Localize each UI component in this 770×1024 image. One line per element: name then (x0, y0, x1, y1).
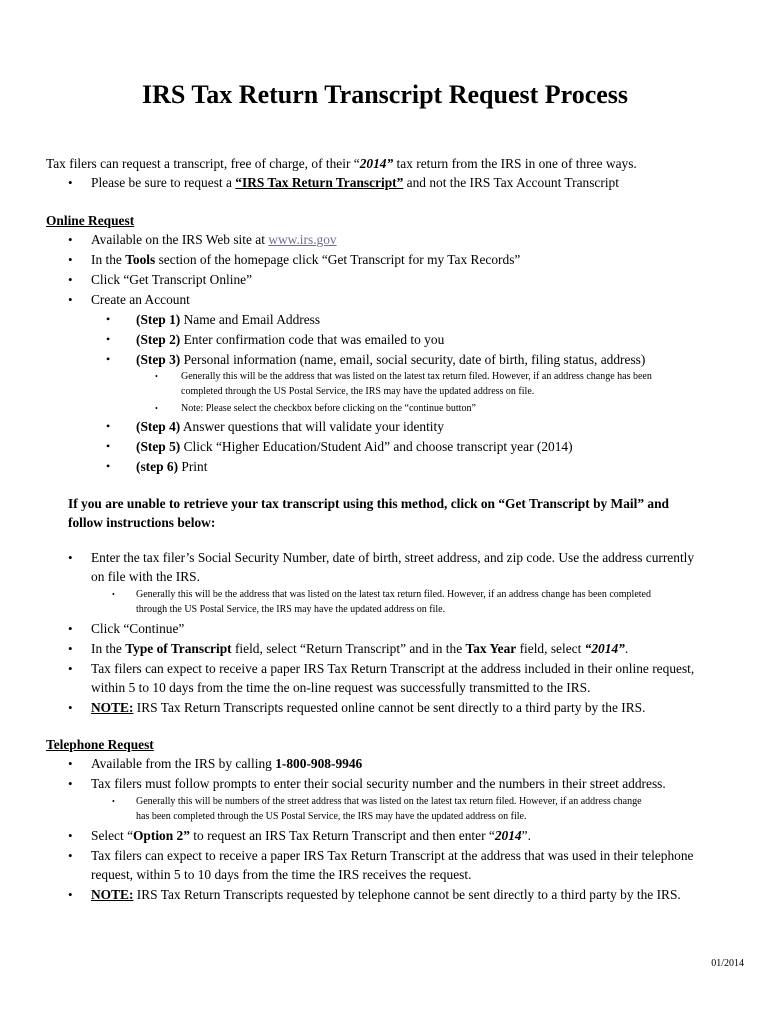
irs-link[interactable]: www.irs.gov (268, 232, 337, 247)
bullet-icon: • (68, 272, 73, 287)
phone-note-line-1: Generally this will be numbers of the street address that was listed on the latest tax return filed. However, if an address change (136, 796, 642, 807)
phone-item-3: Select “Option 2” to request an IRS Tax Return Transcript and then enter “2014”. (91, 828, 531, 843)
bullet-icon: • (155, 372, 158, 381)
phone-item-5: NOTE: IRS Tax Return Transcripts requested by telephone cannot be sent directly to a third party by the IRS. (91, 887, 681, 902)
bullet-icon: • (106, 459, 111, 473)
step-1: (Step 1) Name and Email Address (136, 312, 321, 327)
bullet-icon: • (68, 828, 73, 843)
online-item-3: Click “Get Transcript Online” (91, 272, 253, 287)
bullet-icon: • (68, 848, 73, 863)
bullet-icon: • (106, 352, 111, 366)
bullet-icon: • (68, 175, 73, 190)
bullet-icon: • (68, 621, 73, 636)
mail-item-5: NOTE: IRS Tax Return Transcripts requested online cannot be sent directly to a third party by the IRS. (91, 700, 646, 715)
bullet-icon: • (106, 419, 111, 433)
mail-item-4-line-1: Tax filers can expect to receive a paper IRS Tax Return Transcript at the address included in their online request, (91, 661, 695, 676)
step-4: (Step 4) Answer questions that will validate your identity (136, 419, 444, 434)
bullet-icon: • (68, 550, 73, 565)
bullet-icon: • (68, 641, 73, 656)
bullet-icon: • (106, 439, 111, 453)
bullet-icon: • (112, 590, 115, 599)
online-item-1: Available on the IRS Web site at www.irs.gov (91, 232, 337, 247)
phone-item-4-line-1: Tax filers can expect to receive a paper IRS Tax Return Transcript at the address that was used in their telephone (91, 848, 694, 863)
bullet-icon: • (106, 312, 111, 326)
bullet-icon: • (68, 887, 73, 902)
intro-text: Tax filers can request a transcript, free of charge, of their “2014” tax return from the IRS in one of three ways. (46, 156, 637, 171)
bullet-icon: • (68, 292, 73, 307)
bullet-icon: • (68, 776, 73, 791)
footer-date: 01/2014 (711, 958, 744, 969)
mail-intro-line-1: If you are unable to retrieve your tax transcript using this method, click on “Get Transcript by Mail” and (68, 496, 669, 511)
step-3-note-1-line-2: completed through the US Postal Service, the IRS may have the updated address on file. (181, 386, 535, 397)
phone-heading: Telephone Request (46, 737, 154, 752)
mail-item-4-line-2: within 5 to 10 days from the time the on-line request was successfully transmitted to the IRS. (91, 680, 591, 695)
mail-item-2: Click “Continue” (91, 621, 185, 636)
step-3-note-1-line-1: Generally this will be the address that was listed on the latest tax return filed. However, if an address change has been (181, 371, 652, 382)
step-3-note-2: Note: Please select the checkbox before clicking on the “continue button” (181, 403, 476, 414)
mail-intro-line-2: follow instructions below: (68, 515, 216, 530)
step-3: (Step 3) Personal information (name, email, social security, date of birth, filing status, address) (136, 352, 646, 367)
bullet-icon: • (68, 700, 73, 715)
bullet-icon: • (155, 404, 158, 413)
mail-note-line-1: Generally this will be the address that was listed on the latest tax return filed. However, if an address change has been completed (136, 589, 651, 600)
intro-bullet: Please be sure to request a “IRS Tax Return Transcript” and not the IRS Tax Account Transcript (91, 175, 619, 190)
phone-note-line-2: has been completed through the US Postal Service, the IRS may have the updated address on file. (136, 811, 527, 822)
phone-item-1: Available from the IRS by calling 1-800-908-9946 (91, 756, 363, 771)
bullet-icon: • (68, 756, 73, 771)
phone-item-2: Tax filers must follow prompts to enter their social security number and the numbers in their street address. (91, 776, 666, 791)
page-title: IRS Tax Return Transcript Request Process (141, 80, 629, 109)
mail-item-1-line-1: Enter the tax filer’s Social Security Number, date of birth, street address, and zip code. Use the address currently (91, 550, 695, 565)
online-heading: Online Request (46, 213, 135, 228)
bullet-icon: • (68, 252, 73, 267)
bullet-icon: • (68, 661, 73, 676)
online-item-2: In the Tools section of the homepage click “Get Transcript for my Tax Records” (91, 252, 521, 267)
step-5: (Step 5) Click “Higher Education/Student Aid” and choose transcript year (2014) (136, 439, 573, 454)
phone-item-4-line-2: request, within 5 to 10 days from the time the IRS receives the request. (91, 867, 472, 882)
mail-note-line-2: through the US Postal Service, the IRS may have the updated address on file. (136, 604, 446, 615)
online-item-4: Create an Account (91, 292, 190, 307)
mail-item-1-line-2: on file with the IRS. (91, 569, 200, 584)
bullet-icon: • (68, 232, 73, 247)
mail-item-3: In the Type of Transcript field, select “Return Transcript” and in the Tax Year field, select “2014”. (91, 641, 629, 656)
bullet-icon: • (112, 797, 115, 806)
step-2: (Step 2) Enter confirmation code that was emailed to you (136, 332, 445, 347)
bullet-icon: • (106, 332, 111, 346)
step-6: (step 6) Print (136, 459, 208, 474)
